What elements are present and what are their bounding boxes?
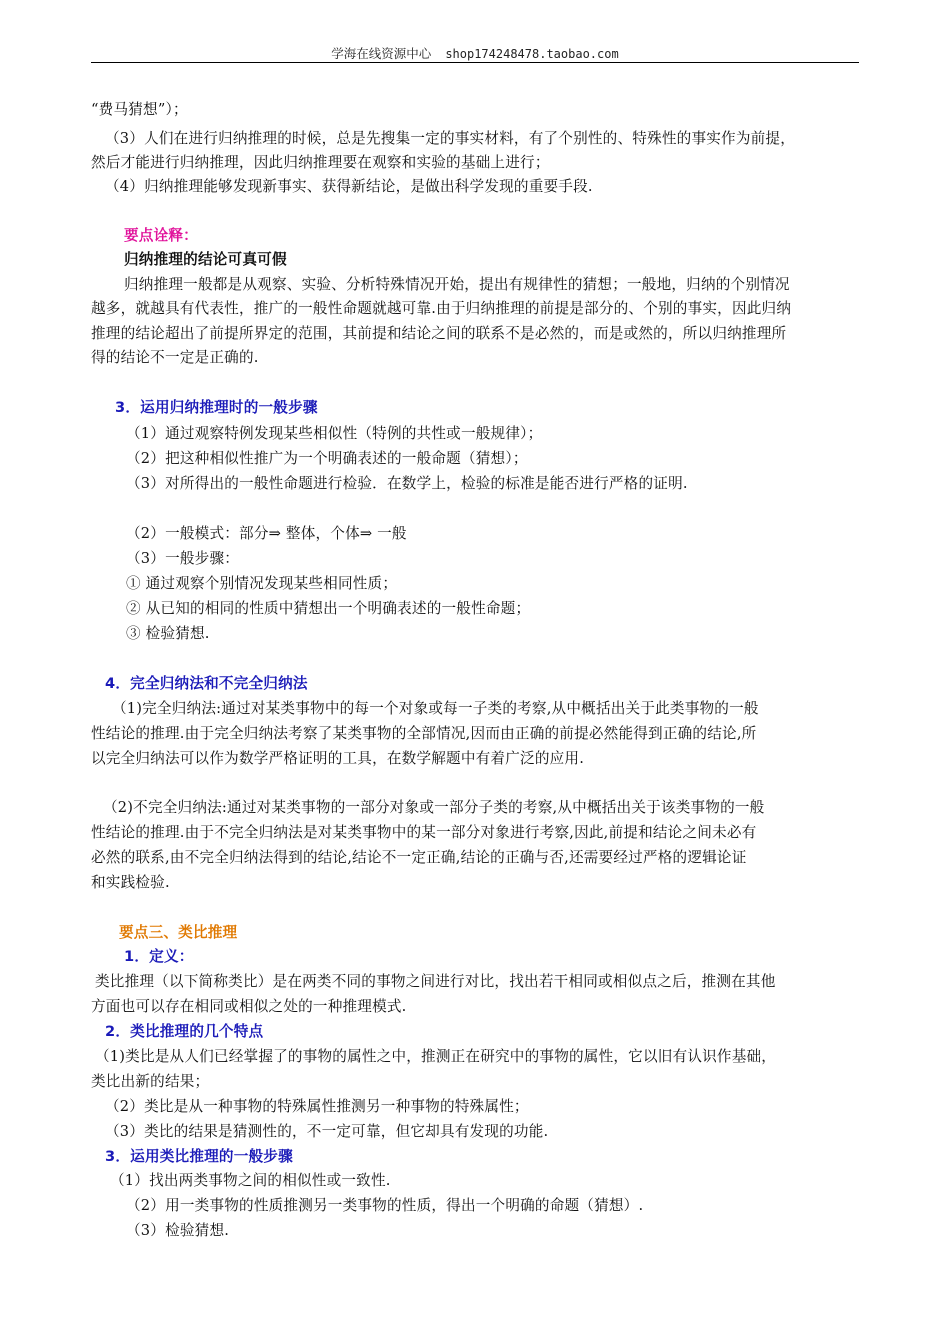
- text-line: 性结论的推理.由于完全归纳法考察了某类事物的全部情况,因而由正确的前提必然能得到正确的结论,所: [91, 725, 757, 742]
- text-line: （2)不完全归纳法:通过对某类事物的一部分对象或一部分子类的考察,从中概括出关于该类事物的一般: [103, 799, 765, 816]
- text-line: 方面也可以存在相同或相似之处的一种推理模式.: [91, 998, 407, 1015]
- text-line: 归纳推理一般都是从观察、实验、分析特殊情况开始，提出有规律性的猜想；一般地，归纳的个别情况: [124, 276, 790, 293]
- text-line: （1)完全归纳法:通过对某类事物中的每一个对象或每一子类的考察,从中概括出关于此类事物的一般: [112, 700, 759, 717]
- text-line: 推理的结论超出了前提所界定的范围，其前提和结论之间的联系不是必然的，而是或然的，所以归纳推理所: [91, 325, 787, 342]
- text-line: （3）人们在进行归纳推理的时候，总是先搜集一定的事实材料，有了个别性的、特殊性的事实作为前提，: [105, 130, 796, 147]
- text-line: （3）一般步骤：: [126, 550, 240, 567]
- section-title: 要点三、类比推理: [119, 924, 238, 941]
- text-line: （1）通过观察特例发现某些相似性（特例的共性或一般规律）；: [126, 425, 543, 442]
- text-line: （1)类比是从人们已经掌握了的事物的属性之中，推测正在研究中的事物的属性，它以旧有认识作基础，: [95, 1048, 777, 1065]
- text-line: （2）用一类事物的性质推测另一类事物的性质，得出一个明确的命题（猜想）.: [126, 1197, 644, 1214]
- text-line: 和实践检验.: [91, 874, 170, 891]
- section-heading: 1．定义：: [124, 948, 194, 965]
- text-line: （3）检验猜想.: [126, 1222, 230, 1239]
- text-line: 类比出新的结果；: [91, 1073, 210, 1090]
- text-line: ① 通过观察个别情况发现某些相同性质；: [126, 575, 398, 592]
- text-line: “费马猜想”）；: [91, 101, 188, 118]
- text-line: （2）类比是从一种事物的特殊属性推测另一种事物的特殊属性；: [105, 1098, 529, 1115]
- text-line: 类比推理（以下简称类比）是在两类不同的事物之间进行对比，找出若干相同或相似点之后，推测在其他: [95, 973, 776, 990]
- text-line: （4）归纳推理能够发现新事实、获得新结论，是做出科学发现的重要手段.: [105, 178, 593, 195]
- text-line: 必然的联系,由不完全归纳法得到的结论,结论不一定正确,结论的正确与否,还需要经过严格的逻辑论证: [91, 849, 747, 866]
- text-line: 得的结论不一定是正确的.: [91, 349, 259, 366]
- header-shop-url: shop174248478.taobao.com: [445, 47, 619, 61]
- section-heading: 4．完全归纳法和不完全归纳法: [105, 675, 308, 692]
- section-heading: 3．运用归纳推理时的一般步骤: [115, 399, 318, 416]
- text-line: ② 从已知的相同的性质中猜想出一个明确表述的一般性命题；: [126, 600, 531, 617]
- section-heading: 3．运用类比推理的一般步骤: [105, 1148, 293, 1165]
- key-point-label: 要点诠释：: [124, 227, 198, 244]
- text-line: 然后才能进行归纳推理，因此归纳推理要在观察和实验的基础上进行；: [91, 154, 550, 171]
- text-line: ③ 检验猜想.: [126, 625, 210, 642]
- text-line: （3）类比的结果是猜测性的，不一定可靠，但它却具有发现的功能.: [105, 1123, 549, 1140]
- page-header: [0, 44, 950, 62]
- text-line: 性结论的推理.由于不完全归纳法是对某类事物中的某一部分对象进行考察,因此,前提和结论之间未必有: [91, 824, 757, 841]
- text-line: （3）对所得出的一般性命题进行检验．在数学上，检验的标准是能否进行严格的证明.: [126, 475, 688, 492]
- text-line: （2）一般模式：部分⇒ 整体，个体⇒ 一般: [126, 525, 407, 542]
- section-heading: 2．类比推理的几个特点: [105, 1023, 264, 1040]
- text-line: （2）把这种相似性推广为一个明确表述的一般命题（猜想）；: [126, 450, 528, 467]
- text-line: （1）找出两类事物之间的相似性或一致性.: [110, 1172, 391, 1189]
- text-line: 越多，就越具有代表性，推广的一般性命题就越可靠.由于归纳推理的前提是部分的、个别的事实，因此归纳: [91, 300, 792, 317]
- header-rule: [91, 62, 859, 63]
- key-point-heading: 归纳推理的结论可真可假: [124, 251, 287, 268]
- text-line: 以完全归纳法可以作为数学严格证明的工具，在数学解题中有着广泛的应用.: [91, 750, 585, 767]
- header-site-name: 学海在线资源中心: [331, 46, 432, 61]
